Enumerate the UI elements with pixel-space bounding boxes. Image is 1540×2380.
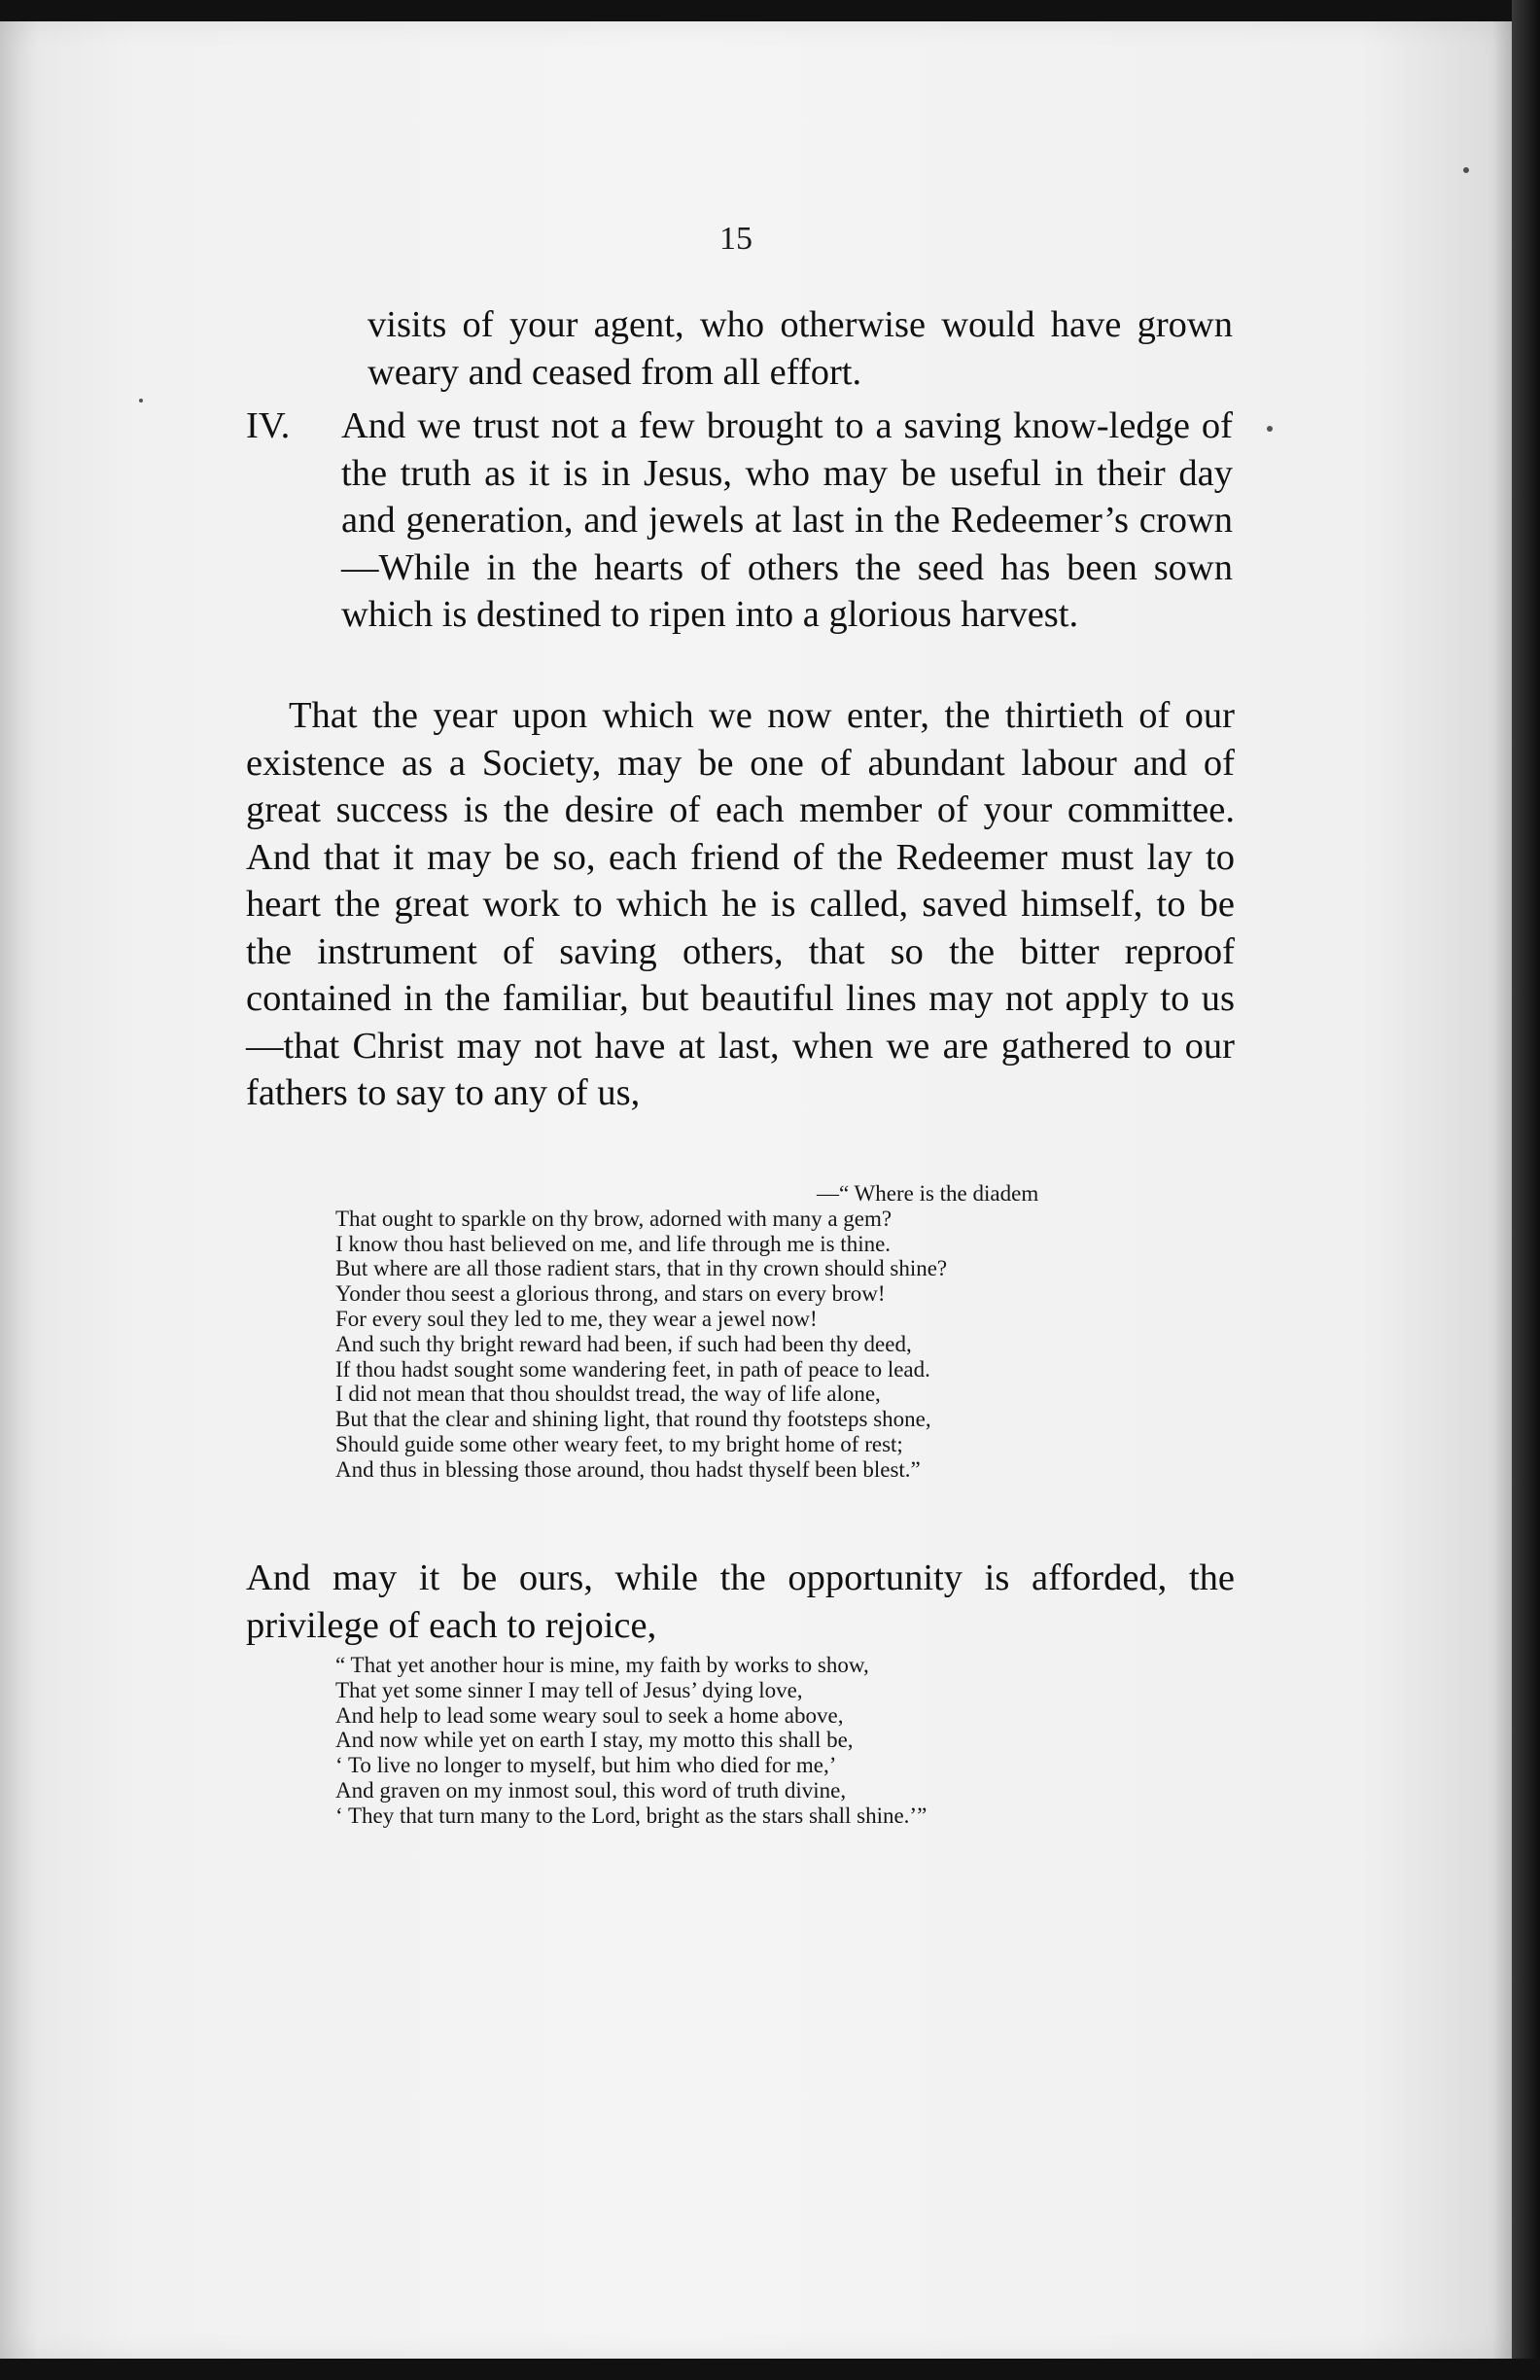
page-number: 15: [719, 221, 752, 257]
verse-line: Yonder thou seest a glorious throng, and stars on every brow!: [335, 1281, 886, 1307]
scan-right-border: [1512, 0, 1540, 2380]
ink-speck: [139, 399, 143, 402]
main-paragraph: That the year upon which we now enter, the thirtieth of our existence as a Society, may be one of abundant labour and of great success is the desire of each member of your committee. And that it may be so, each friend of the Redeemer must lay to heart the great work to which he is called, saved himself, to be the instrument of saving others, that so the bitter reproof contained in the familiar, but beautiful lines may not apply to us—that Christ may not have at last, when we are gathered to our fathers to say to any of us,: [246, 695, 1235, 1113]
verse-line: And graven on my inmost soul, this word of truth divine,: [335, 1777, 847, 1802]
document-page: [0, 21, 1512, 2359]
ink-speck: [1267, 426, 1273, 432]
verse-line: But that the clear and shining light, that round thy footsteps shone,: [335, 1407, 931, 1432]
verse-line: For every soul they led to me, they wear a jewel now!: [335, 1306, 818, 1331]
verse-line: And now while yet on earth I stay, my motto this shall be,: [335, 1728, 854, 1753]
verse-line: That yet some sinner I may tell of Jesus’ dying love,: [335, 1677, 803, 1702]
verse-line: I did not mean that thou shouldst tread, the way of life alone,: [335, 1382, 881, 1407]
verse-line: And thus in blessing those around, thou hadst thyself been blest.”: [335, 1456, 921, 1482]
poem-quotation-2: [335, 1653, 1240, 1829]
scan-bottom-border: [0, 2359, 1540, 2380]
scan-top-border: [0, 0, 1540, 21]
verse-line: But where are all those radient stars, that in thy crown should shine?: [335, 1256, 948, 1281]
verse-line: And help to lead some weary soul to seek a home above,: [335, 1702, 844, 1728]
verse-line: I know thou hast believed on me, and life through me is thine.: [335, 1231, 892, 1256]
item-numeral: IV.: [246, 405, 291, 446]
after-paragraph: And may it be ours, while the opportunity is afforded, the privilege of each to rejoice,: [246, 1558, 1235, 1646]
verse-line: ‘ To live no longer to myself, but him who died for me,’: [335, 1753, 837, 1778]
verse-line: —“ Where is the diadem: [817, 1181, 1039, 1206]
ink-speck: [1463, 167, 1469, 173]
verse-line: ‘ They that turn many to the Lord, bright as the stars shall shine.’”: [335, 1802, 928, 1828]
continuation-paragraph: visits of your agent, who otherwise would have grown weary and ceased from all effort.: [368, 304, 1233, 393]
verse-line: If thou hadst sought some wandering feet, in path of peace to lead.: [335, 1356, 930, 1382]
verse-line: “ That yet another hour is mine, my faith by works to show,: [335, 1653, 869, 1677]
verse-line: And such thy bright reward had been, if such had been thy deed,: [335, 1331, 912, 1356]
poem-quotation-1: [335, 1181, 1240, 1483]
item-iv-text: And we trust not a few brought to a saving know-ledge of the truth as it is in Jesus, who may be useful in their day and generation, and jewels at last in the Redeemer’s crown—While in the hearts of others the seed has been sown which is destined to ripen into a glorious harvest.: [341, 405, 1233, 635]
verse-line: Should guide some other weary feet, to my bright home of rest;: [335, 1431, 903, 1456]
numbered-item-iv: [246, 402, 1233, 639]
verse-line: That ought to sparkle on thy brow, adorned with many a gem?: [335, 1206, 892, 1231]
